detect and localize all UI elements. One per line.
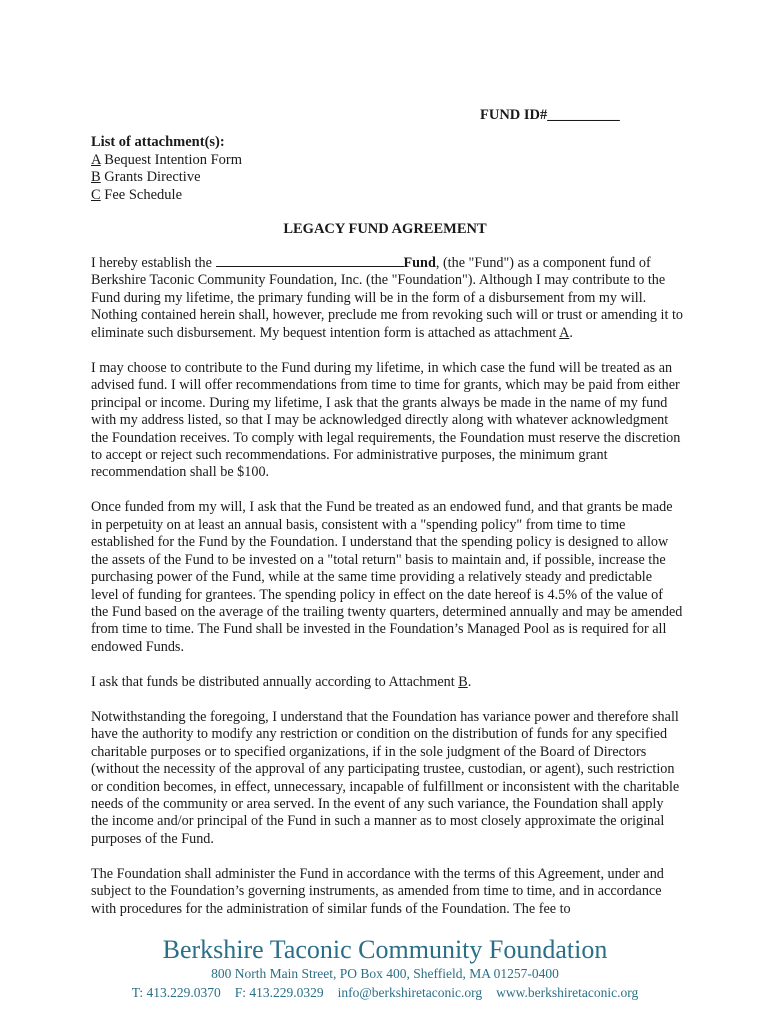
paragraph-endowed: Once funded from my will, I ask that the Fund be treated as an endowed fund, and that grants be made in perpetuity on at least an annual basis, consistent with a "spending policy" from time to time established for the Fund by the Foundation. I understand that the spending policy is designed to allow the assets of the Fund to be invested on a "total return" basis to maintain and, if possible, increase the purchasing power of the Fund, while at the same time providing a relatively steady and predictable level of funding for grantees. The spending policy in effect on the date hereof is 4.5% of the value of the Fund based on the average of the trailing twenty quarters, determined annually and may be amended from time to time. The Fund shall be invested in the Foundation’s Managed Pool as is required for all endowed Funds. (91, 499, 683, 655)
fund-id-line (480, 107, 620, 124)
footer-phone: T: 413.229.0370 (131, 985, 221, 1000)
attachment-letter: C (91, 186, 101, 203)
attachment-label: Fee Schedule (104, 186, 183, 203)
attachment-item (91, 152, 242, 170)
p1-fund-word: Fund (403, 255, 436, 271)
attachment-label: Bequest Intention Form (104, 151, 243, 168)
p1-end: . (569, 324, 573, 341)
footer-email[interactable]: info@berkshiretaconic.org (337, 985, 483, 1000)
p1-attachment-ref: A (559, 324, 570, 341)
p4-text: I ask that funds be distributed annually according to Attachment (91, 673, 459, 690)
attachment-letter: B (91, 169, 101, 185)
paragraph-establish (91, 255, 683, 342)
agreement-body (91, 255, 683, 936)
footer-fax: F: 413.229.0329 (234, 985, 324, 1000)
attachment-list (91, 134, 242, 204)
attachment-letter: A (91, 151, 101, 168)
footer-website[interactable]: www.berkshiretaconic.org (496, 985, 639, 1000)
p1-intro: I hereby establish the (91, 255, 216, 271)
p1-text: , (the "Fund") as a component fund of Berkshire Taconic Community Foundation, Inc. (the "Foundation"). Although I may contribute to the Fund during my lifetime, the primary funding will be in the form of a disbursement from my will. Nothing contained herein shall, however, preclude me from revoking such will or trust or amending it to eliminate such disbursement. My bequest intention form is attached as attachment (91, 255, 684, 341)
p4-end: . (467, 673, 472, 690)
attachment-item (91, 187, 242, 205)
footer-org-name: Berkshire Taconic Community Foundation (162, 935, 608, 964)
fund-id-label: FUND ID# (480, 107, 548, 123)
attachment-label: Grants Directive (104, 169, 201, 185)
footer-contact-line (0, 985, 770, 1001)
paragraph-variance: Notwithstanding the foregoing, I understand that the Foundation has variance power and therefore shall have the authority to modify any restriction or condition on the distribution of funds for any specified charitable purposes or to specified organizations, if in the sole judgment of the Board of Directors (without the necessity of the approval of any participating trustee, custodian, or agent), such restriction or condition becomes, in effect, unnecessary, incapable of fulfillment or inconsistent with the charitable needs of the community or area served. In the event of any such variance, the Foundation shall apply the income and/or principal of the Fund in such a manner as to most closely approximate the original purposes of the Fund. (91, 708, 680, 847)
attachment-item (91, 169, 242, 187)
document-title: LEGACY FUND AGREEMENT (283, 221, 487, 237)
footer-address: 800 North Main Street, PO Box 400, Sheffield, MA 01257-0400 (211, 966, 559, 981)
p4-attachment-ref: B (458, 673, 468, 690)
fund-name-blank (216, 266, 404, 267)
paragraph-distribution (91, 674, 683, 691)
paragraph-administration: The Foundation shall administer the Fund in accordance with the terms of this Agreement, under and subject to the Foundation’s governing instruments, as amended from time to time, and in accordance with procedures for the administration of similar funds of the Foundation. The fee to (91, 865, 664, 917)
fund-id-blank: __________ (547, 107, 620, 123)
attachment-list-heading: List of attachment(s): (91, 134, 225, 150)
paragraph-lifetime: I may choose to contribute to the Fund during my lifetime, in which case the fund will be treated as an advised fund. I will offer recommendations from time to time for grants, which may be paid from either principal or income. During my lifetime, I ask that the grants always be made in the name of my fund with my address listed, so that I may be acknowledged directly along with whatever acknowledgment the Foundation receives. To comply with legal requirements, the Foundation must reserve the discretion to accept or reject such recommendations. For administrative purposes, the minimum grant recommendation shall be $100. (91, 359, 681, 481)
